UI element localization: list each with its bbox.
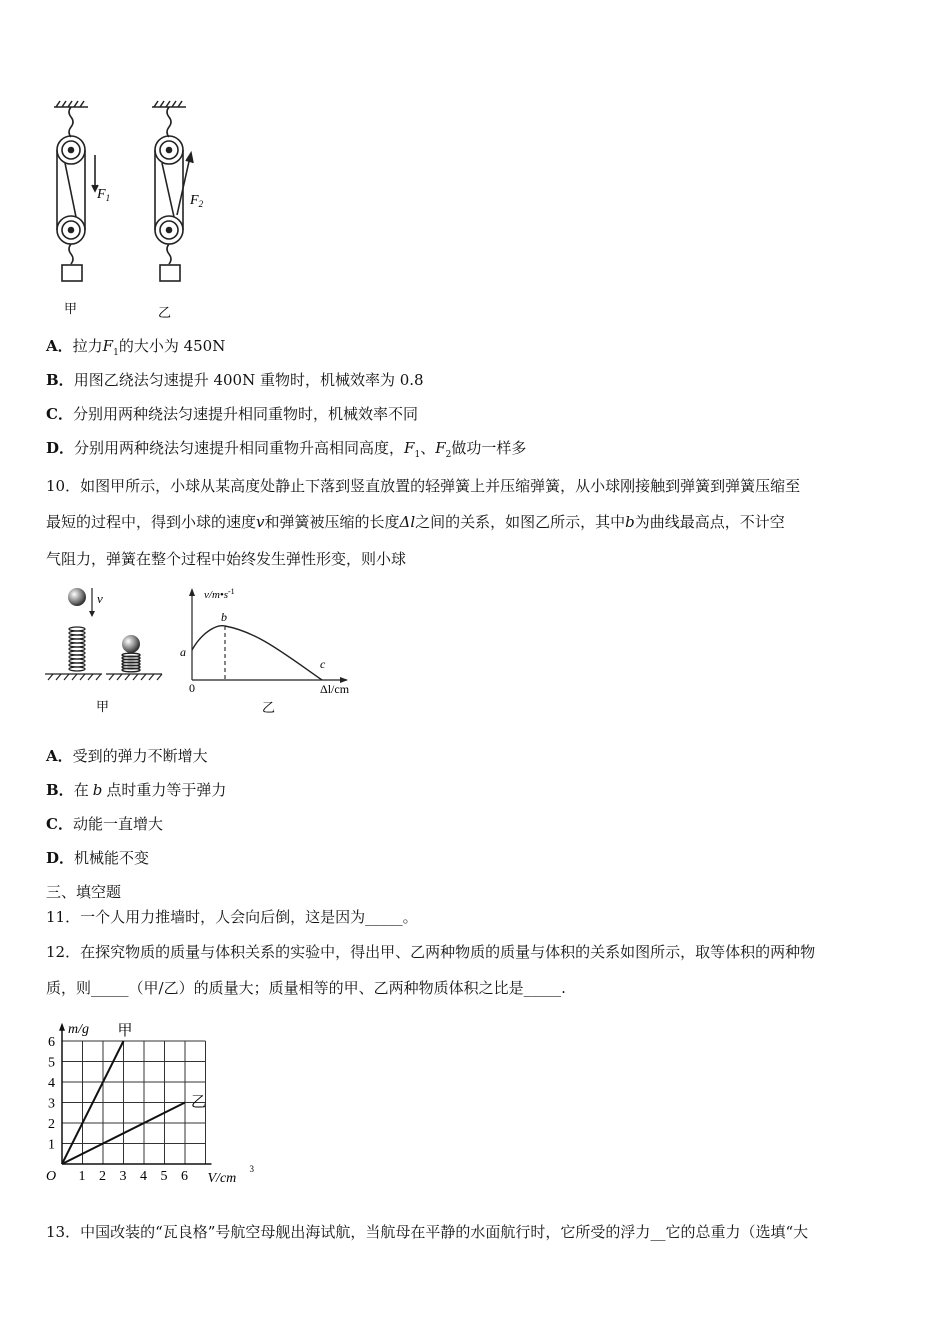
q9-option-c: C．分别用两种绕法匀速提升相同重物时，机械效率不同 bbox=[46, 405, 418, 423]
caption-yi: 乙 bbox=[262, 700, 276, 715]
q10-option-b: B．在 b 点时重力等于弹力 bbox=[46, 781, 227, 799]
q9-option-d: D．分别用两种绕法匀速提升相同重物升高相同高度，$F_1$、$F_2$做功一样多 bbox=[46, 439, 527, 460]
q12-blank1[interactable]: _____ bbox=[91, 979, 129, 997]
q10-line2: 最短的过程中，得到小球的速度v和弹簧被压缩的长度Δl之间的关系，如图乙所示，其中b为曲线最高点，不计空 bbox=[46, 513, 785, 531]
origin-label: 0 bbox=[189, 681, 195, 695]
force2-label: $F_2$ bbox=[190, 193, 204, 209]
y-axis-title: m/g bbox=[68, 1021, 89, 1037]
velocity-curve bbox=[192, 626, 322, 680]
x-tick-label: 1 bbox=[78, 1169, 86, 1184]
q10-option-d: D．机械能不变 bbox=[46, 849, 150, 867]
y-tick-label: 1 bbox=[48, 1137, 55, 1153]
series-label-jia: 甲 bbox=[117, 1023, 133, 1039]
force1-label: $F_1$ bbox=[97, 187, 111, 203]
series-label-yi: 乙 bbox=[191, 1094, 207, 1111]
x-axis-label: Δl/cm bbox=[320, 682, 350, 696]
label-jia: 甲 bbox=[64, 301, 78, 316]
caption-jia: 甲 bbox=[96, 699, 110, 714]
q13-blank[interactable]: __ bbox=[650, 1223, 666, 1241]
q9-option-a: A．拉力$F_1$的大小为 450N bbox=[46, 337, 226, 358]
origin-label: O bbox=[46, 1169, 57, 1184]
q10-option-c: C．动能一直增大 bbox=[46, 815, 163, 833]
y-tick-label: 6 bbox=[48, 1035, 55, 1050]
spring-figure bbox=[40, 584, 170, 714]
x-tick-label: 4 bbox=[140, 1169, 147, 1184]
q12-line2: 质，则_____（甲/乙）的质量大；质量相等的甲、乙两种物质体积之比是_____. bbox=[46, 979, 566, 997]
y-axis-label: $v/m•s^{-1}$ bbox=[204, 587, 235, 601]
q11-blank[interactable]: _____ bbox=[365, 908, 403, 926]
spring-compressed bbox=[122, 653, 140, 672]
q10-line1: 10．如图甲所示，小球从某高度处静止下落到竖直放置的轻弹簧上并压缩弹簧，从小球刚接触到弹簧到弹簧压缩至 bbox=[46, 477, 801, 495]
q13-text: 13．中国改装的“瓦良格”号航空母舰出海试航，当航母在平静的水面航行时，它所受的浮力__它的总重力（选填“大 bbox=[46, 1223, 809, 1241]
q12-line1: 12．在探究物质的质量与体积关系的实验中，得出甲、乙两种物质的质量与体积的关系如图所示，取等体积的两种物 bbox=[46, 943, 816, 961]
ground-right bbox=[106, 674, 162, 680]
pulley-jia bbox=[57, 107, 98, 281]
pulley-figure bbox=[40, 95, 240, 325]
x-axis-title: V/cm bbox=[207, 1171, 237, 1186]
x-tick-label: 2 bbox=[99, 1169, 106, 1184]
spring-extended bbox=[69, 627, 85, 671]
velocity-graph bbox=[172, 584, 372, 719]
y-tick-label: 2 bbox=[48, 1117, 55, 1132]
ceiling-right bbox=[152, 101, 186, 107]
x-tick-label: 6 bbox=[181, 1169, 188, 1184]
section-title: 三、填空题 bbox=[46, 883, 122, 901]
mass-volume-chart bbox=[40, 1008, 280, 1193]
q12-blank2[interactable]: _____ bbox=[523, 979, 562, 997]
x-tick-label: 5 bbox=[160, 1169, 168, 1184]
ground-left bbox=[45, 674, 102, 680]
q9-option-b: B．用图乙绕法匀速提升 400N 重物时，机械效率为 0.8 bbox=[46, 371, 424, 389]
point-b-label: b bbox=[221, 610, 227, 624]
q10-option-a: A．受到的弹力不断增大 bbox=[46, 747, 208, 765]
ceiling-left bbox=[54, 101, 88, 107]
y-tick-label: 5 bbox=[48, 1055, 55, 1071]
x-axis-title-exponent: 3 bbox=[249, 1164, 254, 1174]
label-yi: 乙 bbox=[158, 305, 172, 320]
v-arrow-label: v bbox=[97, 591, 103, 606]
falling-ball bbox=[68, 588, 86, 606]
y-axis-arrow bbox=[59, 1023, 65, 1031]
pulley-yi bbox=[155, 107, 193, 281]
q11-text: 11．一个人用力推墙时，人会向后倒，这是因为_____。 bbox=[46, 908, 418, 926]
y-tick-label: 3 bbox=[48, 1096, 55, 1112]
y-tick-label: 4 bbox=[48, 1076, 55, 1091]
point-c-label: c bbox=[320, 657, 326, 671]
q10-line3: 气阻力，弹簧在整个过程中始终发生弹性形变，则小球 bbox=[46, 550, 407, 568]
point-a-label: a bbox=[180, 645, 186, 659]
resting-ball bbox=[122, 635, 140, 653]
x-tick-label: 3 bbox=[119, 1169, 127, 1184]
